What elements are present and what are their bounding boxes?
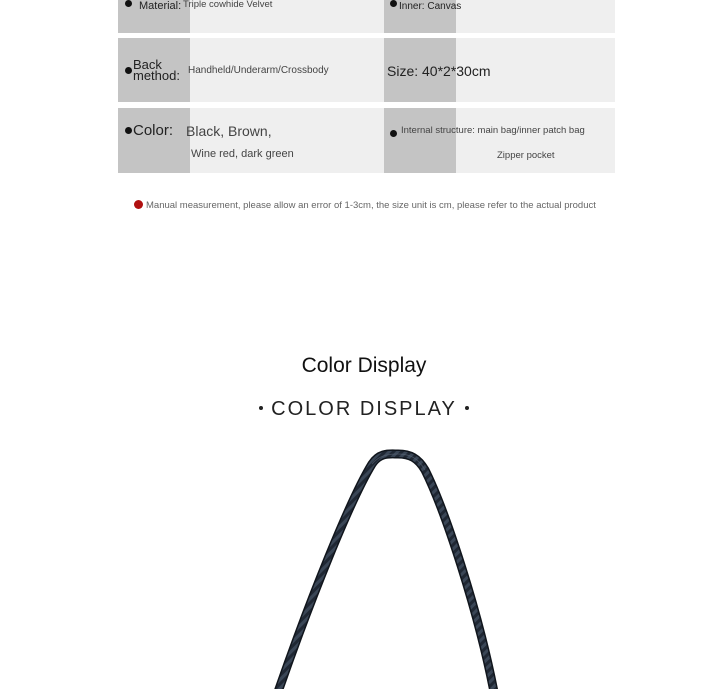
bullet-icon — [259, 406, 263, 410]
label-band-left — [118, 0, 190, 173]
section-title: Color Display — [301, 354, 427, 377]
row-divider — [118, 33, 615, 38]
measurement-note — [134, 200, 596, 211]
size-label: Size: 40*2*30cm — [387, 63, 491, 79]
bullet-icon — [125, 127, 132, 134]
section-subtitle — [0, 398, 720, 421]
bullet-icon — [390, 0, 397, 7]
row-divider — [118, 102, 615, 108]
color-value-line2: Wine red, dark green — [191, 148, 294, 160]
bullet-icon — [390, 130, 397, 137]
back-method-value: Handheld/Underarm/Crossbody — [188, 65, 329, 76]
material-value: Triple cowhide Velvet — [183, 0, 273, 10]
back-method-label-line2: method: — [133, 68, 180, 83]
back-method-label: Back — [133, 57, 162, 72]
red-dot-icon — [134, 200, 143, 209]
bag-strap-image — [0, 440, 720, 689]
measurement-note-text: Manual measurement, please allow an error of 1-3cm, the size unit is cm, please refer to the actual product — [146, 200, 596, 211]
material-label: Material: — [139, 0, 182, 12]
bullet-icon — [125, 67, 132, 74]
color-value: Black, Brown, — [186, 123, 272, 139]
section-subtitle-text: COLOR DISPLAY — [271, 398, 457, 420]
bullet-icon — [465, 406, 469, 410]
internal-structure: Internal structure: main bag/inner patch bag — [401, 125, 585, 136]
spec-table — [118, 0, 615, 173]
internal-structure-line2: Zipper pocket — [497, 150, 555, 161]
spec-row-color — [118, 108, 615, 173]
bullet-icon — [125, 0, 132, 7]
color-label: Color: — [133, 122, 174, 139]
label-band-right — [384, 0, 456, 173]
inner-label: Inner: Canvas — [399, 1, 462, 12]
